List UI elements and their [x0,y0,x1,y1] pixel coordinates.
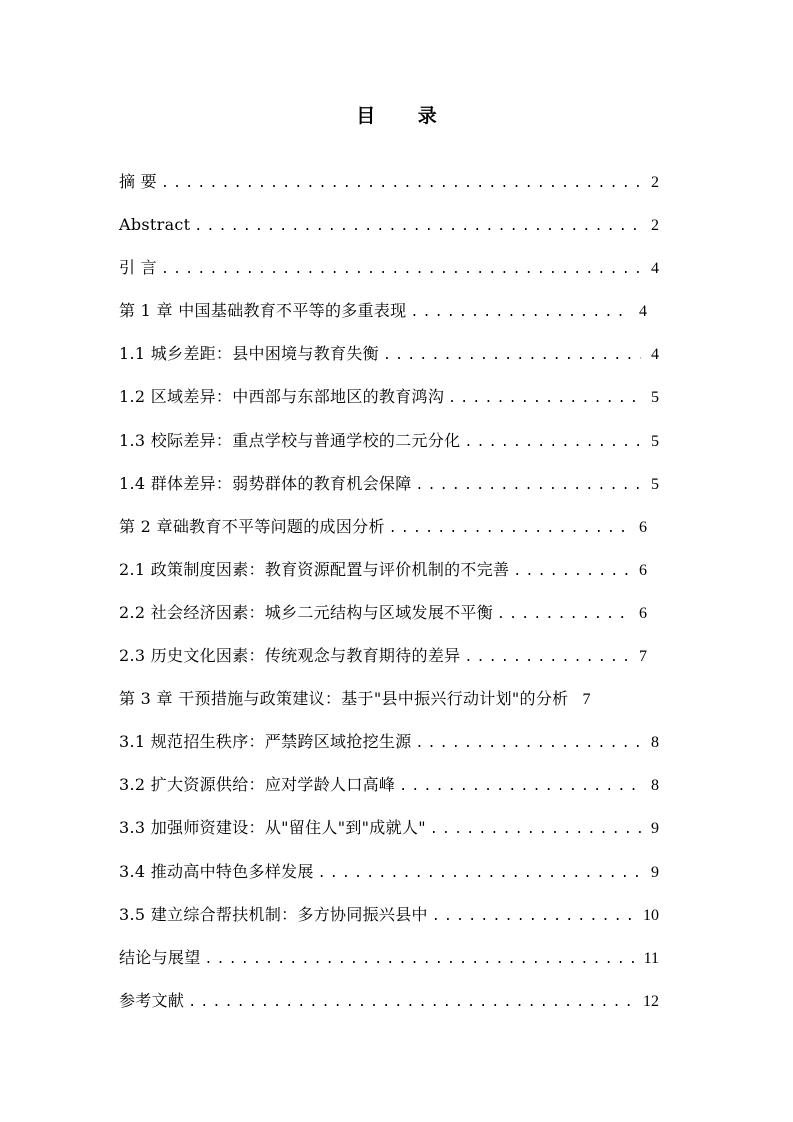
toc-entry-chapter-2[interactable] [119,513,659,556]
toc-entry-section-3-1[interactable] [119,728,659,771]
toc-dot-leader [389,515,629,543]
toc-page-number: 8 [651,777,659,795]
toc-page-number: 7 [582,691,591,709]
toc-entry-abstract-cn[interactable] [119,168,659,211]
toc-entry-label: 3.2 扩大资源供给：应对学龄人口高峰 [119,775,396,795]
toc-page-number: 4 [651,260,659,278]
toc-dot-leader [416,472,641,500]
toc-dot-leader [194,213,641,241]
toc-page-number: 6 [639,518,647,536]
toc-dot-leader [432,903,639,931]
toc-dot-leader [383,342,641,370]
toc-dot-leader [410,299,629,327]
toc-entry-label: 引 言 [119,258,157,278]
toc-page-number: 4 [639,303,647,321]
toc-entry-introduction[interactable] [119,254,659,297]
toc-entry-label: 第 2 章础教育不平等问题的成因分析 [119,516,385,536]
toc-page-number: 6 [639,604,647,622]
toc-entry-section-1-4[interactable] [119,470,659,513]
toc-entry-label: 2.3 历史文化因素：传统观念与教育期待的差异 [119,646,461,666]
toc-entry-label: 3.4 推动高中特色多样发展 [119,861,314,881]
toc-title: 目 录 [356,105,455,127]
toc-dot-leader [416,730,641,758]
toc-entry-label: 摘 要 [119,172,157,191]
toc-entry-label: Abstract [119,215,191,235]
toc-entry-chapter-1[interactable] [119,297,659,340]
toc-entry-section-1-1[interactable] [119,340,659,383]
toc-page-number: 11 [643,949,659,967]
toc-entry-section-3-4[interactable] [119,858,659,901]
toc-page-number: 8 [651,734,659,752]
toc-entry-section-2-1[interactable] [119,556,659,599]
toc-entry-label: 第 1 章 中国基础教育不平等的多重表现 [119,301,407,321]
toc-dot-leader [430,816,641,844]
toc-entry-label: 1.2 区域差异：中西部与东部地区的教育鸿沟 [119,387,445,407]
toc-entry-label: 3.1 规范招生秩序：严禁跨区域抢挖生源 [119,732,412,752]
table-of-contents [119,168,659,1030]
toc-page-number: 6 [639,561,647,579]
toc-entry-label: 1.4 群体差异：弱势群体的教育机会保障 [119,473,412,493]
toc-page-number: 12 [643,992,659,1010]
toc-dot-leader [188,989,639,1017]
toc-entry-abstract-en[interactable] [119,211,659,254]
toc-dot-leader [318,860,641,888]
toc-entry-section-3-5[interactable] [119,901,659,944]
toc-dot-leader [513,558,629,586]
toc-entry-section-3-2[interactable] [119,771,659,814]
toc-page-number: 7 [639,648,647,666]
toc-entry-section-2-3[interactable] [119,642,659,685]
toc-dot-leader [464,429,641,457]
toc-page-number: 9 [651,863,659,881]
toc-entry-section-1-3[interactable] [119,427,659,470]
toc-entry-references[interactable] [119,987,659,1030]
toc-entry-section-2-2[interactable] [119,599,659,642]
toc-entry-label: 1.1 城乡差距：县中困境与教育失衡 [119,344,379,364]
toc-dot-leader [399,773,641,801]
toc-dot-leader [205,946,640,974]
toc-entry-section-3-3[interactable] [119,814,659,857]
toc-entry-section-1-2[interactable] [119,383,659,426]
toc-page-number: 2 [651,174,659,191]
toc-page-number: 2 [651,217,659,235]
toc-dot-leader [448,385,641,413]
toc-entry-conclusion[interactable] [119,944,659,987]
toc-entry-label: 3.5 建立综合帮扶机制：多方协同振兴县中 [119,904,428,924]
toc-entry-chapter-3[interactable] [119,685,659,728]
toc-dot-leader [497,601,629,629]
toc-entry-label: 2.1 政策制度因素：教育资源配置与评价机制的不完善 [119,559,510,579]
toc-page-number: 4 [651,346,659,364]
toc-entry-label: 结论与展望 [119,947,201,967]
toc-dot-leader [161,256,641,284]
toc-dot-leader [464,644,629,672]
toc-page-number: 10 [643,906,659,924]
toc-page-number: 5 [651,475,659,493]
toc-entry-label: 2.2 社会经济因素：城乡二元结构与区域发展不平衡 [119,602,494,622]
toc-entry-label: 参考文献 [119,990,185,1010]
toc-page-number: 5 [651,389,659,407]
toc-page-number: 9 [651,820,659,838]
toc-page-number: 5 [651,432,659,450]
toc-dot-leader [161,170,641,198]
toc-entry-label: 3.3 加强师资建设：从"留住人"到"成就人" [119,818,426,838]
toc-entry-label: 1.3 校际差异：重点学校与普通学校的二元分化 [119,430,461,450]
toc-entry-label: 第 3 章 干预措施与政策建议：基于"县中振兴行动计划"的分析 [119,689,569,709]
